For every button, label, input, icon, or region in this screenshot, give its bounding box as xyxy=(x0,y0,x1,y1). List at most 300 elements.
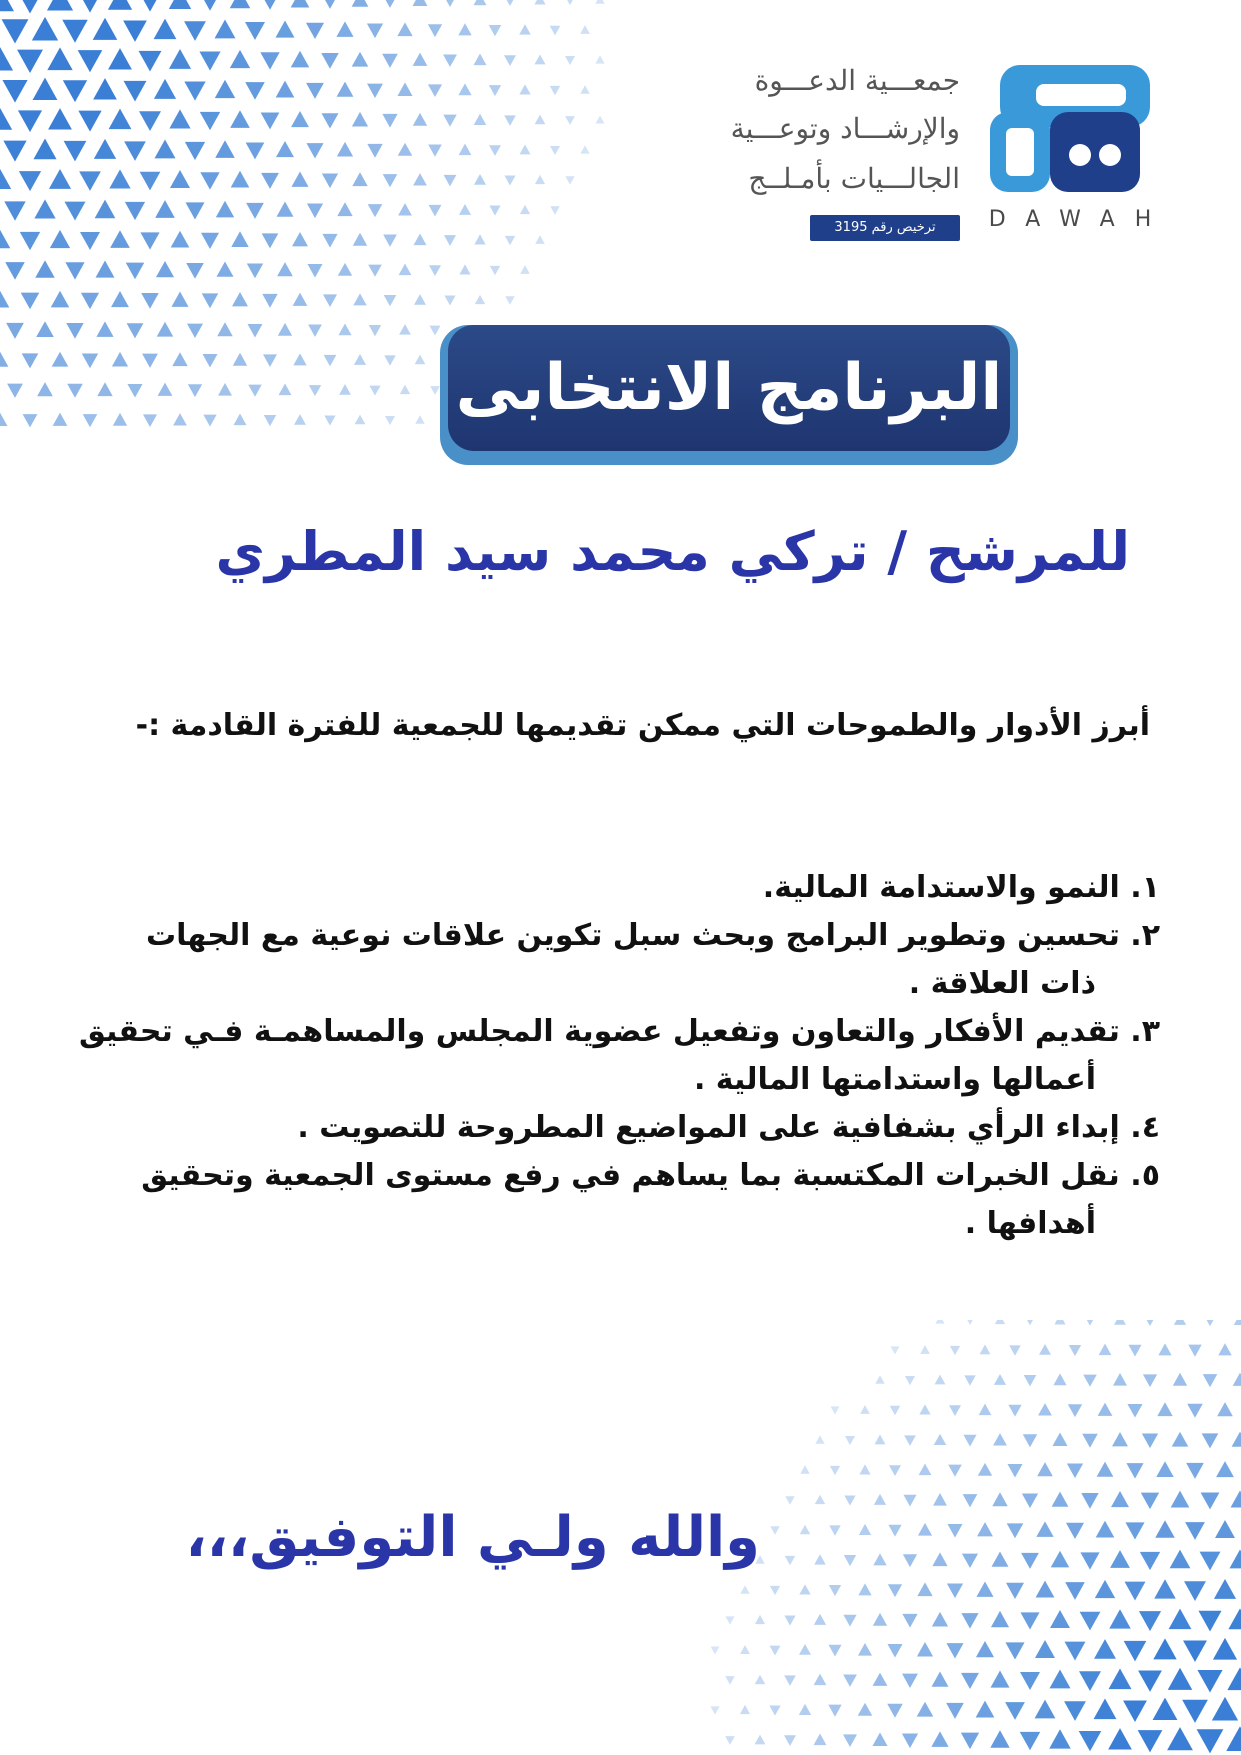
pattern-triangle xyxy=(1054,1320,1065,1324)
pattern-triangle xyxy=(397,22,412,36)
pattern-triangle xyxy=(185,142,205,160)
pattern-triangle xyxy=(112,352,128,367)
pattern-triangle xyxy=(843,1615,856,1627)
pattern-triangle xyxy=(277,262,293,276)
pattern-triangle xyxy=(474,234,485,244)
pattern-triangle xyxy=(964,1375,975,1385)
pattern-triangle xyxy=(1036,1521,1053,1537)
pattern-triangle xyxy=(48,108,72,129)
pattern-triangle xyxy=(323,294,337,307)
pattern-triangle xyxy=(2,80,27,103)
pattern-triangle xyxy=(1035,1700,1056,1719)
pattern-triangle xyxy=(1110,1550,1130,1568)
pattern-triangle xyxy=(1154,1579,1176,1598)
pattern-triangle xyxy=(353,293,366,305)
pattern-triangle xyxy=(384,355,395,365)
pattern-triangle xyxy=(1065,1642,1086,1661)
pattern-triangle xyxy=(352,0,369,7)
goal-number: ٥. xyxy=(1130,1158,1160,1193)
pattern-triangle xyxy=(784,1735,796,1746)
pattern-triangle xyxy=(1156,1461,1173,1477)
logo-text-line-3: الجالـــيات بأمـلــج xyxy=(748,162,960,195)
pattern-triangle xyxy=(67,384,83,398)
pattern-triangle xyxy=(459,144,472,155)
pattern-triangle xyxy=(489,145,501,156)
pattern-triangle xyxy=(459,264,470,274)
pattern-triangle xyxy=(36,321,54,337)
pattern-triangle xyxy=(291,111,309,127)
pattern-triangle xyxy=(474,0,487,5)
pattern-triangle xyxy=(814,1734,827,1746)
pattern-triangle xyxy=(367,84,383,98)
pattern-triangle xyxy=(156,261,174,277)
pattern-triangle xyxy=(62,20,87,43)
pattern-triangle xyxy=(355,415,366,425)
pattern-triangle xyxy=(1197,1670,1222,1693)
pattern-triangle xyxy=(963,1435,976,1447)
pattern-triangle xyxy=(414,294,426,305)
pattern-triangle xyxy=(3,141,26,162)
pattern-triangle xyxy=(93,78,117,99)
pattern-triangle xyxy=(369,386,380,396)
pattern-triangle xyxy=(1020,1672,1040,1690)
pattern-triangle xyxy=(261,173,279,189)
pattern-triangle xyxy=(995,1320,1005,1324)
dawah-logo-mark-icon xyxy=(970,60,1160,210)
pattern-triangle xyxy=(7,384,23,398)
pattern-triangle xyxy=(784,1616,795,1626)
pattern-triangle xyxy=(1008,1405,1021,1417)
pattern-triangle xyxy=(1217,1402,1233,1416)
pattern-triangle xyxy=(79,171,101,191)
pattern-triangle xyxy=(83,414,98,427)
pattern-triangle xyxy=(831,1406,840,1414)
pattern-triangle xyxy=(891,1346,900,1354)
pattern-triangle xyxy=(1049,1669,1070,1688)
pattern-triangle xyxy=(367,24,383,39)
pattern-triangle xyxy=(994,1374,1006,1385)
pattern-triangle xyxy=(902,1734,918,1749)
pattern-triangle xyxy=(1094,1699,1117,1720)
pattern-triangle xyxy=(154,139,175,158)
pattern-triangle xyxy=(306,143,323,158)
goal-number: ١. xyxy=(1130,870,1160,905)
pattern-triangle xyxy=(337,142,353,157)
pattern-triangle xyxy=(324,355,337,366)
pattern-triangle xyxy=(428,24,442,37)
pattern-triangle xyxy=(740,1585,749,1593)
pattern-triangle xyxy=(0,0,14,11)
pattern-triangle xyxy=(199,0,220,11)
pattern-triangle xyxy=(248,324,263,337)
pattern-triangle xyxy=(1213,1638,1237,1660)
pattern-triangle xyxy=(138,0,161,12)
pattern-triangle xyxy=(170,170,190,188)
pattern-triangle xyxy=(887,1704,903,1718)
pattern-triangle xyxy=(354,354,366,365)
pattern-triangle xyxy=(535,175,545,184)
pattern-triangle xyxy=(550,206,559,215)
pattern-triangle xyxy=(1064,1701,1086,1721)
pattern-triangle xyxy=(53,413,68,426)
pattern-triangle xyxy=(233,353,247,366)
pattern-triangle xyxy=(1128,1345,1141,1357)
pattern-triangle xyxy=(890,1406,901,1415)
candidate-name-heading: للمرشح / تركي محمد سيد المطري xyxy=(215,520,1130,583)
pattern-triangle xyxy=(20,232,40,250)
pattern-triangle xyxy=(126,263,145,280)
pattern-triangle xyxy=(1187,1404,1203,1418)
pattern-triangle xyxy=(321,53,339,69)
pattern-triangle xyxy=(1228,1608,1241,1629)
pattern-triangle xyxy=(172,352,187,366)
pattern-triangle xyxy=(124,81,147,102)
pattern-triangle xyxy=(1212,1697,1238,1721)
pattern-triangle xyxy=(293,293,308,306)
pattern-triangle xyxy=(171,291,188,306)
pattern-triangle xyxy=(398,143,413,156)
pattern-triangle xyxy=(1069,1345,1081,1356)
pattern-triangle xyxy=(828,1705,841,1717)
pattern-triangle xyxy=(505,236,515,245)
pattern-triangle xyxy=(216,201,234,218)
pattern-triangle xyxy=(799,1644,811,1655)
pattern-triangle xyxy=(875,1375,884,1383)
pattern-triangle xyxy=(400,385,410,394)
pattern-triangle xyxy=(740,1705,750,1714)
pattern-triangle xyxy=(1153,1638,1176,1659)
pattern-triangle xyxy=(263,354,277,367)
pattern-triangle xyxy=(337,202,352,216)
pattern-triangle xyxy=(276,141,294,157)
pattern-triangle xyxy=(1022,1494,1038,1509)
pattern-triangle xyxy=(534,0,545,4)
pattern-triangle xyxy=(1215,1520,1235,1538)
pattern-triangle xyxy=(920,1345,930,1354)
pattern-triangle xyxy=(383,174,398,187)
pattern-triangle xyxy=(1039,1344,1051,1355)
goal-item-3 xyxy=(79,1014,1160,1049)
pattern-triangle xyxy=(1185,1522,1205,1540)
goal-text: تحسين وتطوير البرامج وبحث سبل تكوين علاقات نوعية مع الجهات xyxy=(145,918,1120,953)
pattern-triangle xyxy=(1123,1700,1147,1721)
pattern-triangle xyxy=(383,235,397,247)
pattern-triangle xyxy=(1114,1320,1126,1325)
pattern-triangle xyxy=(814,1674,827,1685)
pattern-triangle xyxy=(711,1646,720,1654)
pattern-triangle xyxy=(1186,1463,1204,1479)
pattern-triangle xyxy=(51,291,69,308)
goal-item-1 xyxy=(763,870,1160,905)
pattern-triangle xyxy=(140,232,159,249)
pattern-triangle xyxy=(844,1495,855,1505)
pattern-triangle xyxy=(382,0,398,8)
pattern-triangle xyxy=(1079,1671,1101,1691)
pattern-triangle xyxy=(0,47,13,71)
pattern-triangle xyxy=(873,1553,886,1565)
pattern-triangle xyxy=(903,1554,917,1567)
pattern-triangle xyxy=(978,1463,992,1476)
pattern-triangle xyxy=(324,415,335,425)
goal-item-4 xyxy=(297,1110,1160,1145)
pattern-triangle xyxy=(17,50,43,73)
pattern-triangle xyxy=(231,171,250,188)
pattern-triangle xyxy=(368,265,382,277)
pattern-triangle xyxy=(109,169,130,188)
pattern-triangle xyxy=(520,265,530,274)
pattern-triangle xyxy=(1021,1553,1039,1569)
pattern-triangle xyxy=(0,108,12,130)
pattern-triangle xyxy=(307,204,323,219)
pattern-triangle xyxy=(154,19,177,39)
pattern-triangle xyxy=(171,231,190,248)
pattern-triangle xyxy=(309,385,321,396)
pattern-triangle xyxy=(0,352,8,367)
pattern-triangle xyxy=(337,82,354,97)
pattern-triangle xyxy=(785,1556,795,1565)
pattern-triangle xyxy=(1167,1727,1193,1750)
pattern-triangle xyxy=(415,415,424,423)
pattern-triangle xyxy=(95,200,116,219)
pattern-triangle xyxy=(519,24,531,34)
pattern-triangle xyxy=(903,1495,916,1507)
pattern-triangle xyxy=(78,111,101,132)
pattern-triangle xyxy=(595,55,604,63)
pattern-triangle xyxy=(504,115,516,125)
goal-number: ٤. xyxy=(1130,1110,1160,1145)
pattern-triangle xyxy=(1140,1552,1160,1570)
pattern-triangle xyxy=(1097,1462,1114,1477)
pattern-triangle xyxy=(127,323,144,338)
pattern-triangle xyxy=(246,203,264,219)
pattern-triangle xyxy=(1170,1550,1191,1569)
pattern-triangle xyxy=(1038,1403,1052,1415)
pattern-triangle xyxy=(216,261,233,276)
pattern-triangle xyxy=(415,355,426,365)
pattern-triangle xyxy=(414,234,427,246)
pattern-triangle xyxy=(1125,1522,1144,1539)
pattern-triangle xyxy=(873,1673,888,1686)
pattern-triangle xyxy=(110,230,130,248)
pattern-triangle xyxy=(1020,1732,1040,1750)
pattern-triangle xyxy=(845,1436,855,1445)
pattern-triangle xyxy=(1082,1434,1098,1448)
pattern-triangle xyxy=(859,1464,870,1474)
pattern-triangle xyxy=(260,52,279,69)
pattern-triangle xyxy=(800,1525,810,1534)
pattern-triangle xyxy=(262,233,279,248)
pattern-triangle xyxy=(49,169,71,189)
pattern-triangle xyxy=(124,141,146,161)
goal-number: ٢. xyxy=(1130,918,1160,953)
pattern-triangle xyxy=(1025,1320,1036,1325)
pattern-triangle xyxy=(123,21,147,42)
pattern-triangle xyxy=(1174,1320,1186,1325)
goal-item-2-continuation: ذات العلاقة . xyxy=(908,966,1096,1001)
pattern-triangle xyxy=(1203,1374,1218,1387)
pattern-triangle xyxy=(474,114,487,125)
pattern-triangle xyxy=(860,1405,870,1414)
pattern-triangle xyxy=(200,172,219,189)
pattern-triangle xyxy=(430,326,441,336)
pattern-triangle xyxy=(338,263,352,276)
pattern-triangle xyxy=(32,17,58,41)
pattern-triangle xyxy=(111,291,129,307)
pattern-triangle xyxy=(66,323,83,339)
pattern-triangle xyxy=(799,1704,811,1715)
pattern-triangle xyxy=(504,0,516,6)
pattern-triangle xyxy=(902,1614,917,1628)
pattern-triangle xyxy=(322,234,337,248)
goal-item-2 xyxy=(146,918,1160,953)
pattern-triangle xyxy=(902,1674,918,1688)
pattern-triangle xyxy=(755,1675,766,1685)
pattern-triangle xyxy=(725,1676,735,1685)
pattern-triangle xyxy=(188,384,202,397)
pattern-triangle xyxy=(64,141,87,161)
pattern-triangle xyxy=(873,1613,887,1626)
pattern-triangle xyxy=(1052,1492,1069,1507)
pattern-triangle xyxy=(889,1465,901,1476)
pattern-triangle xyxy=(888,1584,902,1597)
pattern-triangle xyxy=(725,1736,735,1745)
pattern-triangle xyxy=(770,1586,780,1595)
pattern-triangle xyxy=(293,353,306,365)
pattern-triangle xyxy=(186,263,204,279)
pattern-triangle xyxy=(934,1434,946,1445)
pattern-triangle xyxy=(33,138,56,159)
pattern-triangle xyxy=(946,1703,964,1719)
pattern-triangle xyxy=(77,0,102,13)
pattern-triangle xyxy=(1202,1433,1219,1448)
pattern-triangle xyxy=(961,1613,978,1628)
pattern-triangle xyxy=(158,383,173,396)
pattern-triangle xyxy=(550,146,560,155)
pattern-triangle xyxy=(1158,1343,1171,1355)
logo-text-line-1: جمعـــية الدعـــوة xyxy=(754,64,960,97)
decorative-triangle-pattern-bottom xyxy=(700,1320,1241,1755)
pattern-triangle xyxy=(413,53,428,66)
pattern-triangle xyxy=(918,1523,932,1536)
pattern-triangle xyxy=(520,205,530,214)
pattern-triangle xyxy=(307,264,322,278)
pattern-triangle xyxy=(199,52,220,71)
pattern-triangle xyxy=(1050,1610,1070,1628)
pattern-triangle xyxy=(385,416,395,425)
pattern-triangle xyxy=(931,1731,948,1747)
pattern-triangle xyxy=(844,1555,856,1566)
pattern-triangle xyxy=(888,1525,901,1537)
pattern-triangle xyxy=(991,1671,1010,1688)
pattern-triangle xyxy=(169,0,191,9)
pattern-triangle xyxy=(397,82,412,96)
pattern-triangle xyxy=(1067,1464,1083,1479)
pattern-triangle xyxy=(1007,1464,1022,1478)
pattern-triangle xyxy=(1188,1345,1201,1357)
pattern-triangle xyxy=(413,113,427,126)
pattern-triangle xyxy=(829,1525,840,1535)
pattern-triangle xyxy=(755,1735,766,1745)
pattern-triangle xyxy=(444,296,455,306)
pattern-triangle xyxy=(1138,1670,1162,1691)
pattern-triangle xyxy=(169,49,191,69)
license-badge: ترخيص رقم 3195 xyxy=(810,215,960,241)
pattern-triangle xyxy=(565,56,575,65)
pattern-triangle xyxy=(154,79,176,99)
pattern-triangle xyxy=(475,295,485,304)
pattern-triangle xyxy=(490,266,500,275)
pattern-triangle xyxy=(505,296,515,305)
pattern-triangle xyxy=(306,23,324,39)
pattern-triangle xyxy=(1007,1523,1024,1538)
pattern-triangle xyxy=(933,1493,947,1506)
pattern-triangle xyxy=(81,293,99,309)
pattern-triangle xyxy=(458,23,471,35)
pattern-triangle xyxy=(814,1614,826,1625)
pattern-triangle xyxy=(965,1320,975,1325)
pattern-triangle xyxy=(1080,1612,1101,1631)
pattern-triangle xyxy=(19,171,41,191)
pattern-triangle xyxy=(489,206,500,216)
pattern-triangle xyxy=(1081,1493,1098,1509)
logo-text-line-2: والإرشـــاد وتوعـــية xyxy=(730,112,960,145)
pattern-triangle xyxy=(260,0,280,10)
pattern-triangle xyxy=(874,1494,886,1505)
pattern-triangle xyxy=(829,1585,841,1596)
pattern-triangle xyxy=(1124,1641,1147,1661)
pattern-triangle xyxy=(215,140,235,158)
pattern-triangle xyxy=(1184,1581,1206,1601)
pattern-triangle xyxy=(291,171,308,186)
pattern-triangle xyxy=(139,111,161,131)
pattern-triangle xyxy=(815,1435,824,1443)
pattern-triangle xyxy=(0,291,9,308)
pattern-triangle xyxy=(1173,1373,1187,1386)
pattern-triangle xyxy=(1171,1491,1190,1508)
pattern-triangle xyxy=(230,110,250,128)
pattern-triangle xyxy=(1232,1432,1241,1447)
pattern-triangle xyxy=(428,145,442,157)
pattern-triangle xyxy=(919,1464,932,1476)
pattern-triangle xyxy=(1172,1432,1189,1447)
pattern-triangle xyxy=(1204,1320,1216,1326)
pattern-triangle xyxy=(580,85,590,94)
goal-text: إبداء الرأي بشفافية على المواضيع المطروحة للتصويت . xyxy=(297,1110,1120,1145)
pattern-triangle xyxy=(187,324,203,338)
pattern-triangle xyxy=(64,202,85,221)
association-logo xyxy=(730,50,1200,250)
pattern-triangle xyxy=(1113,1373,1127,1386)
pattern-triangle xyxy=(1099,1344,1112,1355)
pattern-triangle xyxy=(976,1701,995,1718)
pattern-triangle xyxy=(815,1495,825,1504)
pattern-triangle xyxy=(1049,1729,1071,1748)
pattern-triangle xyxy=(828,1645,841,1657)
pattern-triangle xyxy=(277,202,294,217)
pattern-triangle xyxy=(814,1554,825,1564)
pattern-triangle xyxy=(63,80,87,102)
goal-text: تقديم الأفكار والتعاون وتفعيل عضوية المجلس والمساهمـة فـي تحقيق xyxy=(78,1014,1120,1049)
pattern-triangle xyxy=(215,80,235,98)
pattern-triangle xyxy=(444,235,456,246)
pattern-triangle xyxy=(1183,1640,1207,1662)
pattern-triangle xyxy=(203,415,216,427)
pattern-triangle xyxy=(904,1435,916,1446)
pattern-triangle xyxy=(963,1494,978,1507)
pattern-triangle xyxy=(443,115,456,127)
pattern-triangle xyxy=(108,0,132,10)
pattern-triangle xyxy=(1094,1639,1116,1659)
